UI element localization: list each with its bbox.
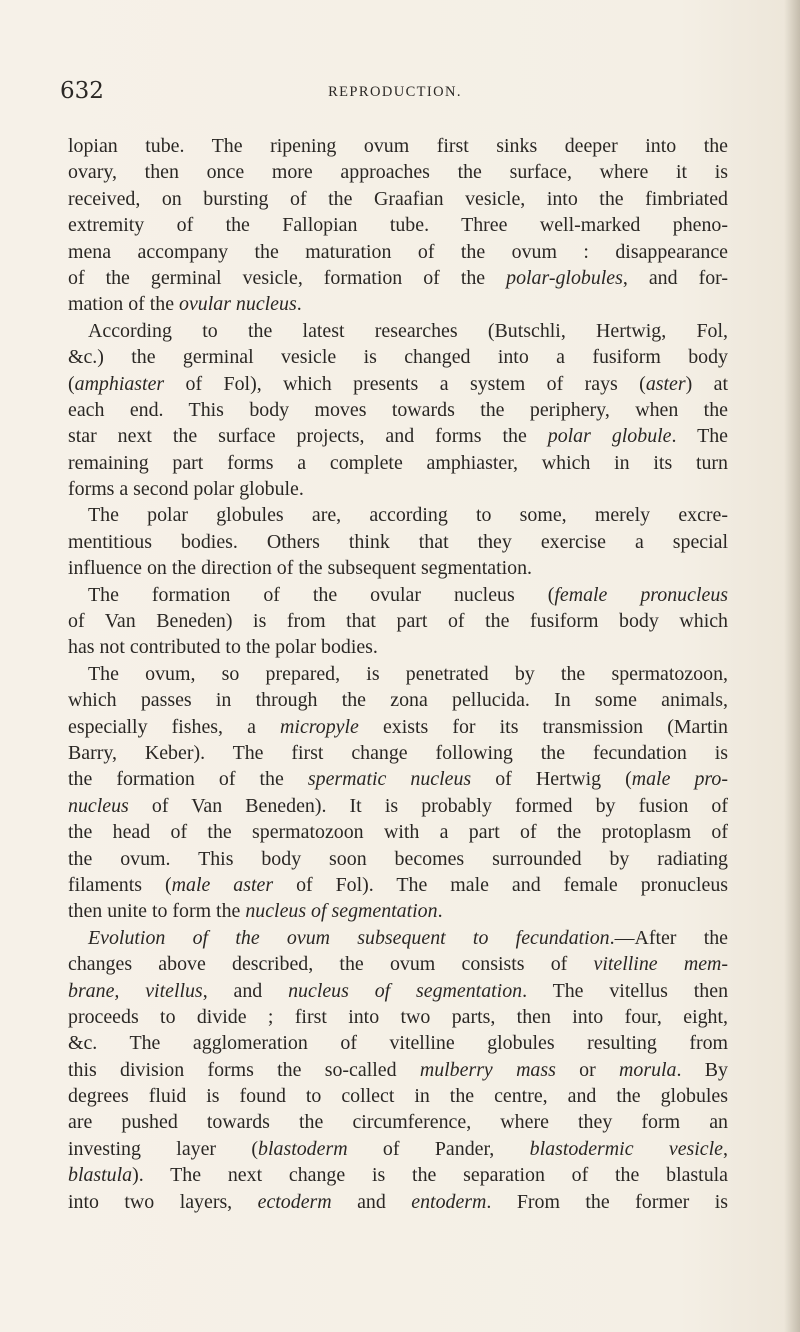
text-run: ( (68, 372, 75, 395)
page-number: 632 (60, 78, 104, 104)
text-run: . (296, 293, 302, 316)
text-line: received, on bursting of the Graafian vesicle, into the fimbriated (68, 187, 728, 210)
text-line: influence on the direction of the subsequent segmentation. (68, 557, 532, 580)
text-line: remaining part forms a complete amphiaster, which in its turn (68, 451, 728, 474)
italic-term: blastodermic vesicle (529, 1137, 723, 1160)
text-run: of Van Beneden). It is probably formed by fusion of (128, 794, 728, 817)
text-run: this division forms the so-called (68, 1058, 420, 1081)
text-run: and (331, 1190, 412, 1213)
italic-term: male aster (171, 873, 274, 896)
italic-term: polar-globules (506, 266, 623, 289)
text-line: The ovum, so prepared, is penetrated by the spermatozoon, (88, 662, 728, 685)
text-line: mena accompany the maturation of the ovum : disappearance (68, 240, 728, 263)
text-line: Barry, Keber). The first change following the fecundation is (68, 741, 728, 764)
italic-term: male pro- (631, 768, 728, 791)
text-run: of Fol). The male and female pronucleus (273, 873, 729, 896)
text-line (68, 925, 728, 951)
text-run: , and for- (622, 266, 729, 289)
text-line (68, 793, 728, 819)
italic-term: ectoderm (257, 1190, 332, 1213)
text-line (68, 951, 728, 977)
italic-term: Evolution of the ovum subsequent to fecundation (88, 926, 610, 949)
text-run: , and (202, 979, 289, 1002)
text-run: of Fol), which presents a system of rays ( (164, 372, 646, 395)
text-run: .—After the (609, 926, 728, 949)
text-line (68, 423, 728, 449)
italic-term: aster (645, 372, 686, 395)
text-line (68, 978, 728, 1004)
text-run: changes above described, the ovum consists of (68, 953, 594, 976)
text-run: exists for its transmission (Martin (358, 715, 728, 738)
text-line: According to the latest researches (Butschli, Hertwig, Fol, (88, 319, 728, 342)
italic-term: entoderm (411, 1190, 487, 1213)
italic-term: polar globule (547, 425, 672, 448)
italic-term: blastoderm (258, 1137, 348, 1160)
text-line: the head of the spermatozoon with a part of the protoplasm of (68, 821, 728, 844)
text-line: lopian tube. The ripening ovum first sinks deeper into the (68, 135, 728, 157)
italic-term: micropyle (280, 715, 359, 738)
text-line: mentitious bodies. Others think that they exercise a special (68, 530, 728, 553)
text-run: especially fishes, a (68, 715, 281, 738)
text-run: filaments ( (68, 873, 172, 896)
page-header (60, 78, 730, 118)
italic-term: brane, vitellus (68, 979, 203, 1002)
text-line (68, 1189, 728, 1215)
text-line: extremity of the Fallopian tube. Three well-marked pheno- (68, 214, 728, 237)
text-line (68, 371, 728, 397)
text-run: . The (671, 425, 729, 448)
text-line (68, 766, 728, 792)
text-line: &c.) the germinal vesicle is changed into a fusiform body (68, 346, 728, 369)
italic-term: nucleus of segmentation (245, 900, 438, 923)
text-line: of Van Beneden) is from that part of the fusiform body which (68, 610, 728, 633)
text-line: are pushed towards the circumference, where they form an (68, 1111, 728, 1134)
text-run: , (723, 1137, 728, 1160)
text-line (68, 291, 728, 317)
body-text (68, 133, 728, 1215)
text-line: each end. This body moves towards the periphery, when the (68, 398, 728, 421)
italic-term: ovular nucleus (179, 293, 297, 316)
italic-term: female pronucleus (554, 583, 728, 606)
text-line: degrees fluid is found to collect in the centre, and the globules (68, 1085, 728, 1108)
italic-term: vitelline mem- (593, 953, 729, 976)
text-run: mation of the (68, 293, 180, 316)
text-run: ) at (685, 372, 729, 395)
text-line (68, 265, 728, 291)
text-line: which passes in through the zona pellucida. In some animals, (68, 689, 728, 712)
text-line (68, 714, 728, 740)
text-run: . The vitellus then (522, 979, 729, 1002)
text-run: of the germinal vesicle, formation of the (68, 266, 507, 289)
italic-term: nucleus of segmentation (288, 979, 523, 1002)
text-run: The formation of the ovular nucleus ( (88, 583, 555, 606)
page-edge-shadow (784, 0, 800, 1332)
text-run: of Hertwig ( (471, 768, 632, 791)
text-run: star next the surface projects, and forms the (68, 425, 548, 448)
text-line: forms a second polar globule. (68, 478, 304, 501)
text-run: ). The next change is the separation of the blastula (132, 1164, 728, 1187)
text-run: investing layer ( (68, 1137, 259, 1160)
text-line: proceeds to divide ; first into two parts, then into four, eight, (68, 1005, 728, 1028)
italic-term: morula (619, 1058, 677, 1081)
text-run: the formation of the (68, 768, 308, 791)
text-run: . (437, 900, 443, 923)
text-line (68, 1057, 728, 1083)
italic-term: mulberry mass (419, 1058, 556, 1081)
text-line: &c. The agglomeration of vitelline globules resulting from (68, 1032, 728, 1055)
text-run: then unite to form the (68, 900, 246, 923)
text-run: of Pander, (347, 1137, 530, 1160)
text-line (68, 1162, 728, 1188)
text-line (68, 582, 728, 608)
text-run: . From the former is (486, 1190, 728, 1213)
text-line: the ovum. This body soon becomes surrounded by radiating (68, 847, 728, 870)
italic-term: nucleus (68, 794, 129, 817)
italic-term: blastula (68, 1164, 133, 1187)
text-line (68, 872, 728, 898)
text-run: . By (676, 1058, 728, 1081)
text-line (68, 898, 728, 924)
running-title: REPRODUCTION. (328, 84, 462, 100)
italic-term: amphiaster (74, 372, 165, 395)
text-line: The polar globules are, according to some, merely excre- (88, 504, 728, 527)
text-line (68, 1136, 728, 1162)
text-run: or (555, 1058, 620, 1081)
text-line: ovary, then once more approaches the surface, where it is (68, 161, 728, 184)
text-line: has not contributed to the polar bodies. (68, 636, 378, 659)
italic-term: spermatic nucleus (307, 768, 472, 791)
text-run: into two layers, (68, 1190, 258, 1213)
